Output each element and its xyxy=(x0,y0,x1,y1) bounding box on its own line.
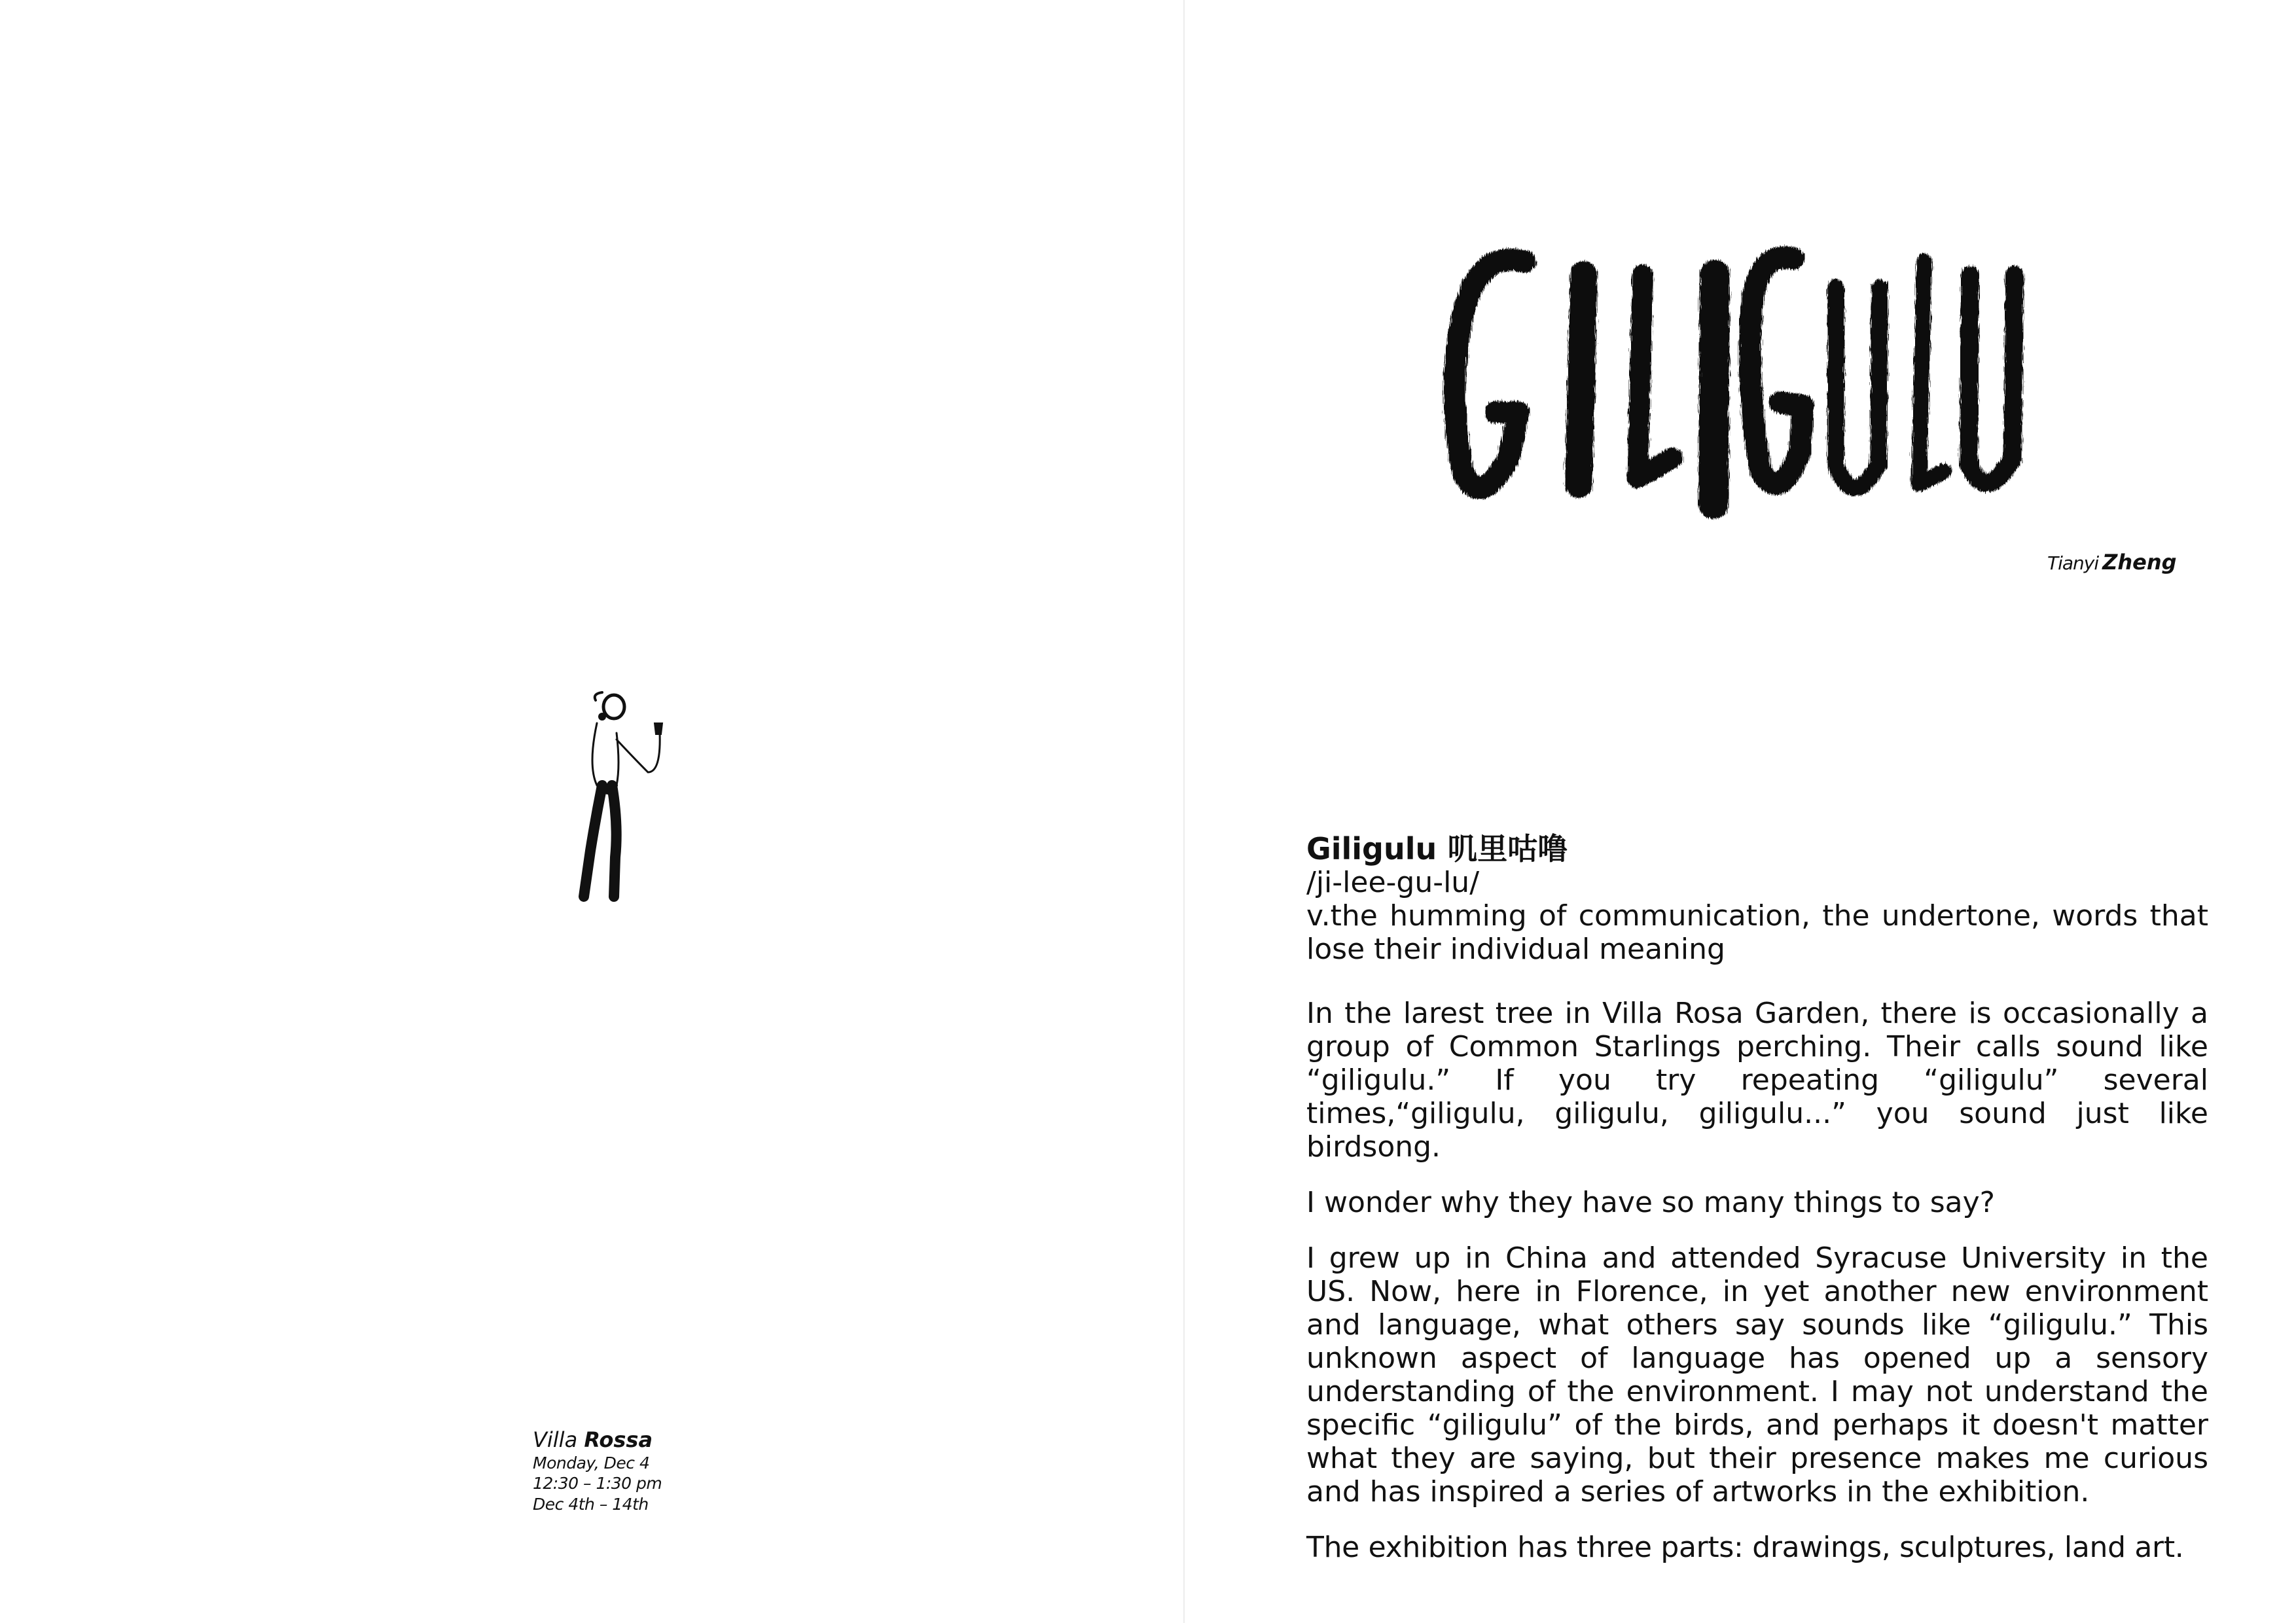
venue-name xyxy=(533,1427,729,1453)
event-time: 12:30 – 1:30 pm xyxy=(533,1474,662,1493)
author-first-name: Tianyi xyxy=(2047,552,2099,574)
text-column xyxy=(1306,832,2208,1564)
venue-name-first: Villa xyxy=(533,1427,578,1452)
paragraph-exhibition-parts: The exhibition has three parts: drawings, sculptures, land art. xyxy=(1306,1531,2184,1564)
author-last-name: Zheng xyxy=(2102,550,2177,575)
author-signature xyxy=(2047,550,2178,575)
dictionary-term: Giligulu 叽里咕噜 xyxy=(1306,831,1568,866)
event-day: Monday, Dec 4 xyxy=(533,1454,650,1472)
event-date-range: Dec 4th – 14th xyxy=(533,1494,649,1514)
event-info xyxy=(533,1427,729,1514)
pronunciation: /ji-lee-gu-lu/ xyxy=(1306,866,1480,899)
paragraph-starlings: In the larest tree in Villa Rosa Garden, there is occasionally a group of Common Starlings perching. Their calls sound like “giligulu.” If you try repeating “giligulu” several times,“giligulu, giligulu, giligulu...” you sound just like birdsong. xyxy=(1306,997,2208,1164)
figure-illustration xyxy=(556,687,687,916)
paragraph-question: I wonder why they have so many things to say? xyxy=(1306,1186,1996,1219)
definition: v.the humming of communication, the undertone, words that lose their individual meaning xyxy=(1306,899,2208,966)
paragraph-background: I grew up in China and attended Syracuse University in the US. Now, here in Florence, in yet another new environment and language, what others say sounds like “giligulu.” This unknown aspect of language has opened up a sensory understanding of the environment. I may not understand the specific “giligulu” of the birds, and perhaps it doesn't matter what they are saying, but their presence makes me curious and has inspired a series of artworks in the exhibition. xyxy=(1306,1241,2208,1508)
venue-name-second: Rossa xyxy=(584,1427,653,1452)
title-brush-lettering xyxy=(1427,236,2055,524)
